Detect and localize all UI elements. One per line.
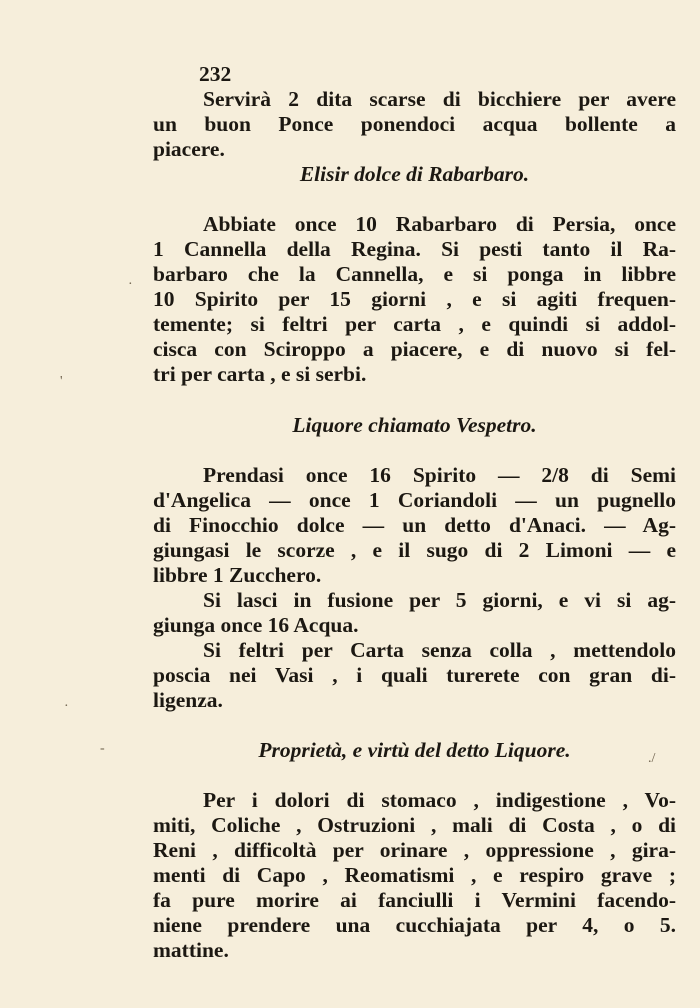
text-line: fa pure morire ai fanciulli i Vermini facendo- (153, 888, 676, 912)
text-line: barbaro che la Cannella, e si ponga in libbre (153, 262, 676, 286)
text-line: Servirà 2 dita scarse di bicchiere per avere (203, 87, 676, 111)
paragraph-vespetro-ingredients (153, 463, 676, 588)
text-line: menti di Capo , Reomatismi , e respiro grave ; (153, 863, 676, 887)
margin-speck: - (100, 741, 105, 756)
text-line: giunga once 16 Acqua. (153, 613, 359, 637)
text-line: Abbiate once 10 Rabarbaro di Persia, once (203, 212, 676, 236)
margin-speck: ./ (648, 751, 656, 766)
page-body (153, 62, 676, 963)
text-line: piacere. (153, 137, 225, 161)
page-number: 232 (199, 62, 232, 86)
paragraph-vespetro-filter (153, 638, 676, 713)
text-line: d'Angelica — once 1 Coriandoli — un pugnello (153, 488, 676, 512)
text-line: giungasi le scorze , e il sugo di 2 Limoni — e (153, 538, 676, 562)
text-line: libbre 1 Zucchero. (153, 563, 322, 587)
text-line: ligenza. (153, 688, 223, 712)
margin-speck: ' (60, 374, 63, 389)
paragraph-elisir (153, 212, 676, 387)
text-line: 10 Spirito per 15 giorni , e si agiti frequen- (153, 287, 676, 311)
text-line: 1 Cannella della Regina. Si pesti tanto il Ra- (153, 237, 676, 261)
paragraph-properties (153, 788, 676, 963)
text-line: niene prendere una cucchiajata per 4, o 5. (153, 913, 676, 937)
paragraph-vespetro-infusion (153, 588, 676, 638)
text-line: Prendasi once 16 Spirito — 2/8 di Semi (203, 463, 676, 487)
text-line: di Finocchio dolce — un detto d'Anaci. — Ag- (153, 513, 676, 537)
text-line: Reni , difficoltà per orinare , oppressione , gira- (153, 838, 676, 862)
text-line: poscia nei Vasi , i quali turerete con gran di- (153, 663, 676, 687)
text-line: tri per carta , e si serbi. (153, 362, 367, 386)
text-line: Per i dolori di stomaco , indigestione , Vo- (203, 788, 676, 812)
text-line: mattine. (153, 938, 229, 962)
text-line: Si feltri per Carta senza colla , mettendolo (203, 638, 676, 662)
text-line: miti, Coliche , Ostruzioni , mali di Costa , o di (153, 813, 676, 837)
recipe-heading-vespetro: Liquore chiamato Vespetro. (292, 413, 537, 437)
recipe-heading-properties: Proprietà, e virtù del detto Liquore. (258, 738, 571, 762)
margin-speck: · (64, 699, 69, 714)
text-line: temente; si feltri per carta , e quindi si addol- (153, 312, 676, 336)
recipe-heading-elisir: Elisir dolce di Rabarbaro. (299, 162, 530, 186)
margin-speck: · (128, 277, 133, 292)
text-line: Si lasci in fusione per 5 giorni, e vi si ag- (203, 588, 676, 612)
text-line: un buon Ponce ponendoci acqua bollente a (153, 112, 676, 136)
text-line: cisca con Sciroppo a piacere, e di nuovo si fel- (153, 337, 676, 361)
paragraph-continuation (153, 87, 676, 162)
